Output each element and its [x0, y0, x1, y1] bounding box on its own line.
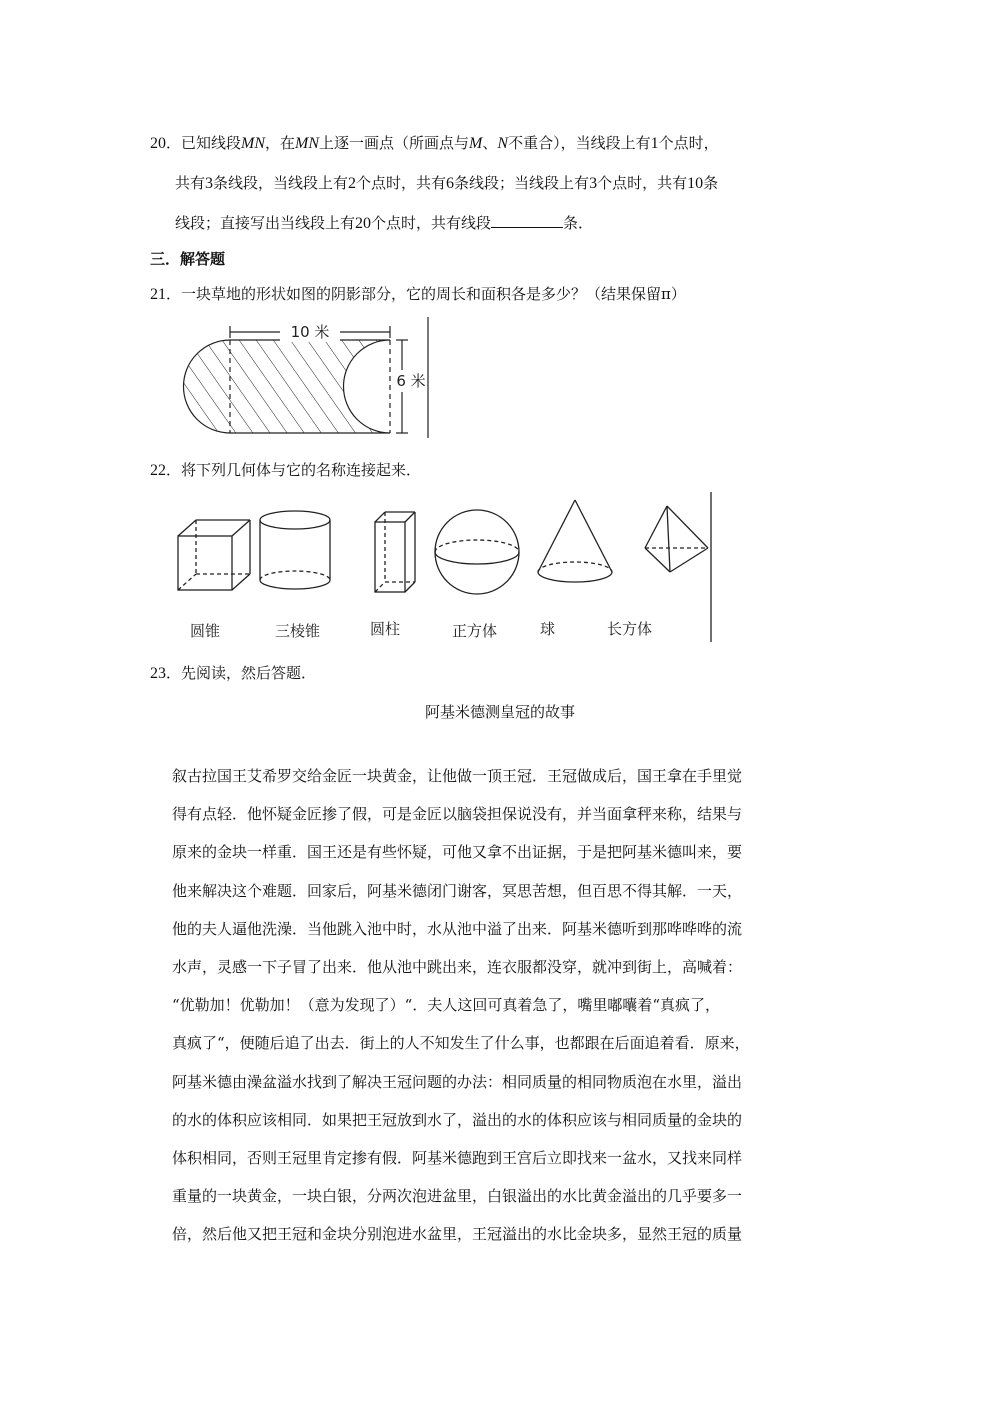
q20-line-3 — [175, 213, 593, 234]
q21-text: ．一块草地的形状如图的阴影部分，它的周长和面积各是多少？（结果保留π） — [166, 285, 686, 303]
q20-num: 20 — [355, 215, 372, 232]
story-line: 他的夫人逼他洗澡．当他跳入池中时，水从池中溢了出来．阿基米德听到那哗哗哗的流 — [172, 919, 743, 938]
q20-text: 不重合），当线段上有 — [508, 134, 651, 152]
q20-text: 个点时，共有 — [356, 174, 447, 192]
q20-text: ．已知线段 — [166, 134, 242, 152]
answer-blank[interactable] — [491, 213, 563, 228]
q20-text: 条线段；当线段上有 — [454, 174, 590, 192]
q20-text: 个点时，共有线段 — [371, 214, 492, 232]
story-line: 体积相同，否则王冠里肯定掺有假．阿基米德跑到王宫后立即找来一盆水，又找来同样 — [172, 1149, 743, 1167]
story-title: 阿基米德测皇冠的故事 — [424, 703, 575, 721]
q20-text: ，在 — [265, 134, 296, 152]
q20-var: MN — [295, 135, 320, 152]
q20-num: 10 — [687, 175, 704, 192]
cube-shape — [178, 520, 250, 590]
solid-name-label[interactable]: 圆柱 — [370, 620, 401, 638]
solid-name-label[interactable]: 长方体 — [607, 620, 653, 638]
story-line: 真疯了“，便随后追了出去．街上的人不知发生了什么事，也都跟在后面追着看．原来， — [172, 1034, 750, 1053]
q20-text: 、 — [482, 134, 498, 152]
story-line: 叙古拉国王艾希罗交给金匠一块黄金，让他做一顶王冠．王冠做成后，国王拿在手里觉 — [172, 767, 743, 785]
q22-line — [150, 460, 421, 481]
story-line: 原来的金块一样重．国王还是有些怀疑，可他又拿不出证据，于是把阿基米德叫来，要 — [172, 843, 743, 862]
q20-text: 上逐一画点（所画点与 — [319, 134, 470, 152]
solid-name-label[interactable]: 球 — [540, 620, 556, 638]
q20-text: 条． — [563, 214, 594, 232]
q21-line — [150, 284, 686, 305]
q20-num: 2 — [348, 175, 357, 192]
q21-figure — [170, 315, 435, 440]
story-line: 阿基米德由澡盆溢水找到了解决王冠问题的办法：相同质量的相同物质泡在水里，溢出 — [172, 1072, 743, 1091]
section-title: 三．解答题 — [150, 250, 226, 268]
story-line: 倍，然后他又把王冠和金块分别泡进水盆里，王冠溢出的水比金块多，显然王冠的质量 — [172, 1225, 743, 1244]
lawn-shape-diagram — [170, 315, 435, 440]
cone-shape — [538, 500, 612, 582]
solid-name-label[interactable]: 三棱锥 — [275, 622, 321, 640]
q21-number: 21 — [150, 286, 166, 303]
story-line: 水声，灵感一下子冒了出来．他从池中跳出来，连衣服都没穿，就冲到街上，高喊着： — [172, 958, 743, 976]
story-line: 得有点轻．他怀疑金匠掺了假，可是金匠以脑袋担保说没有，并当面拿秤来称，结果与 — [172, 805, 743, 824]
q23-text: ．先阅读，然后答题． — [166, 664, 317, 682]
cylinder-shape — [260, 511, 330, 589]
q20-number: 20 — [150, 135, 166, 152]
story-line: “优勒加！优勒加！（意为发现了）“．夫人这回可真着急了，嘴里嘟囔着“真疯了， — [172, 996, 721, 1015]
q23-number: 23 — [150, 665, 166, 682]
q20-num: 3 — [205, 175, 214, 192]
q20-text: 条 — [703, 174, 719, 192]
q20-text: 条线段，当线段上有 — [213, 174, 349, 192]
q22-text: ．将下列几何体与它的名称连接起来． — [166, 461, 422, 479]
q20-var: M — [469, 135, 483, 152]
q20-num: 3 — [589, 175, 598, 192]
q20-var: MN — [241, 135, 266, 152]
q20-text: 个点时，共有 — [597, 174, 688, 192]
q20-num: 6 — [446, 175, 455, 192]
q20-var: N — [497, 135, 509, 152]
story-line: 重量的一块黄金，一块白银，分两次泡进盆里，白银溢出的水比黄金溢出的几乎要多一 — [172, 1187, 743, 1206]
width-label: 10 米 — [290, 323, 330, 341]
q20-text: 共有 — [175, 174, 206, 192]
cuboid-shape — [375, 512, 415, 592]
q20-text: 线段；直接写出当线段上有 — [175, 214, 356, 232]
q22-figure — [170, 490, 715, 645]
q20-num: 1 — [650, 135, 659, 152]
story-line: 他来解决这个难题．回家后，阿基米德闭门谢客，冥思苦想，但百思不得其解．一天， — [172, 881, 743, 900]
solid-name-label[interactable]: 圆锥 — [190, 622, 221, 640]
q22-number: 22 — [150, 462, 166, 479]
shaded-region — [184, 340, 391, 433]
q20-text: 个点时， — [658, 134, 719, 152]
q23-line — [150, 663, 316, 684]
sphere-shape — [435, 510, 519, 594]
story-line: 的水的体积应该相同．如果把王冠放到水了，溢出的水的体积应该与相同质量的金块的 — [172, 1110, 743, 1129]
triangular-pyramid-shape — [645, 506, 708, 572]
solid-name-label[interactable]: 正方体 — [452, 622, 498, 640]
q20-line-1 — [150, 133, 719, 154]
q20-line-2 — [175, 173, 718, 194]
height-label: 6 米 — [396, 372, 426, 390]
